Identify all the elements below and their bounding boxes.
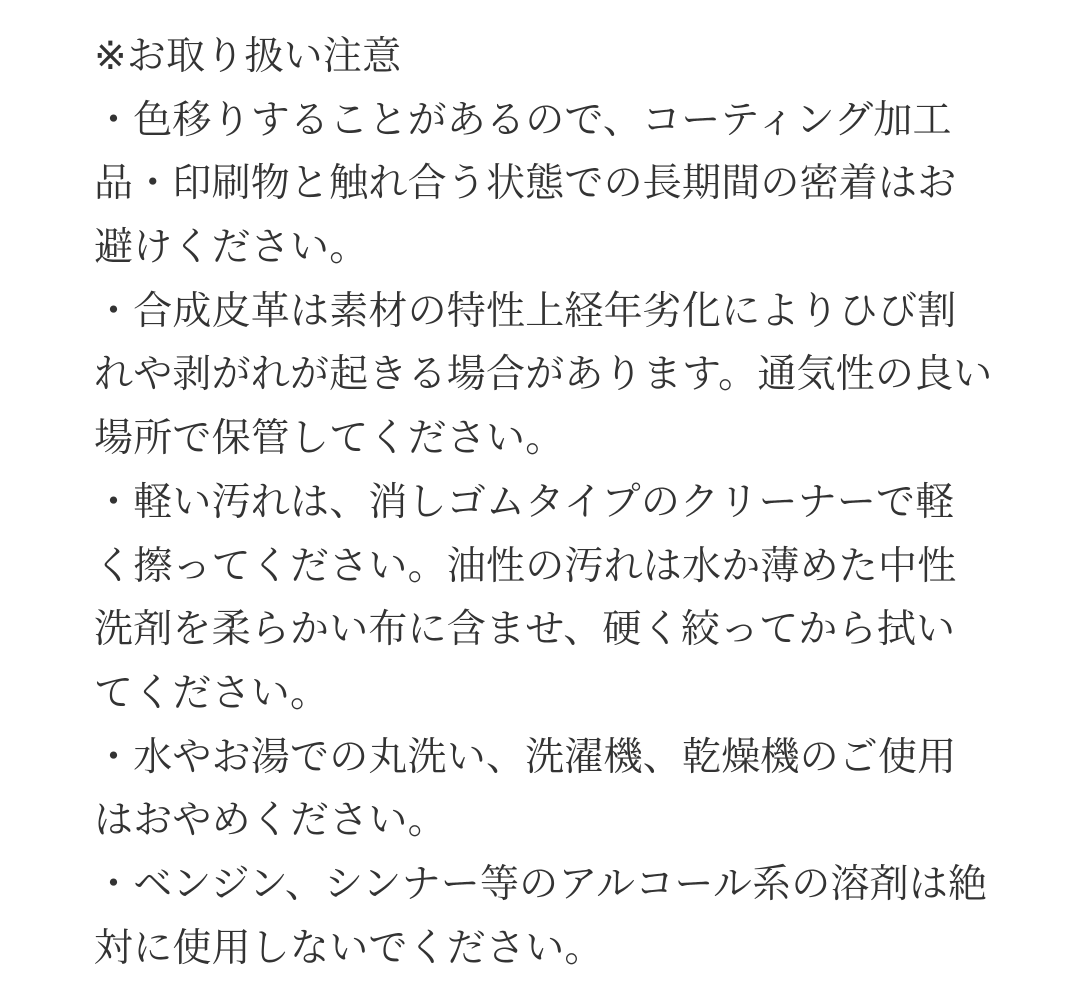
notice-line-solvent-1: ・ベンジン、シンナー等のアルコール系の溶剤は絶 bbox=[94, 862, 988, 906]
notice-line-color-transfer-3: 避けください。 bbox=[94, 226, 369, 270]
notice-line-color-transfer-1: ・色移りすることがあるので、コーティング加工 bbox=[94, 98, 952, 142]
notice-line-synthetic-leather-3: 場所で保管してください。 bbox=[94, 417, 565, 461]
notice-line-solvent-2: 対に使用しないでください。 bbox=[94, 926, 604, 970]
notice-line-synthetic-leather-2: れや剥がれが起きる場合があります。通気性の良い bbox=[94, 353, 993, 397]
notice-line-color-transfer-2: 品・印刷物と触れ合う状態での長期間の密着はお bbox=[94, 162, 957, 206]
notice-line-washing-2: はおやめください。 bbox=[94, 799, 447, 843]
notice-line-washing-1: ・水やお湯での丸洗い、洗濯機、乾燥機のご使用 bbox=[94, 735, 957, 779]
notice-line-cleaning-2: く擦ってください。油性の汚れは水か薄めた中性 bbox=[94, 544, 957, 588]
notice-line-cleaning-4: てください。 bbox=[94, 671, 330, 715]
notice-line-cleaning-1: ・軽い汚れは、消しゴムタイプのクリーナーで軽 bbox=[94, 480, 955, 524]
notice-line-cleaning-3: 洗剤を柔らかい布に含ませ、硬く絞ってから拭い bbox=[94, 608, 956, 652]
notice-line-synthetic-leather-1: ・合成皮革は素材の特性上経年劣化によりひび割 bbox=[94, 289, 957, 333]
notice-heading: ※お取り扱い注意 bbox=[94, 35, 402, 78]
care-notice-text-block bbox=[94, 25, 1080, 980]
